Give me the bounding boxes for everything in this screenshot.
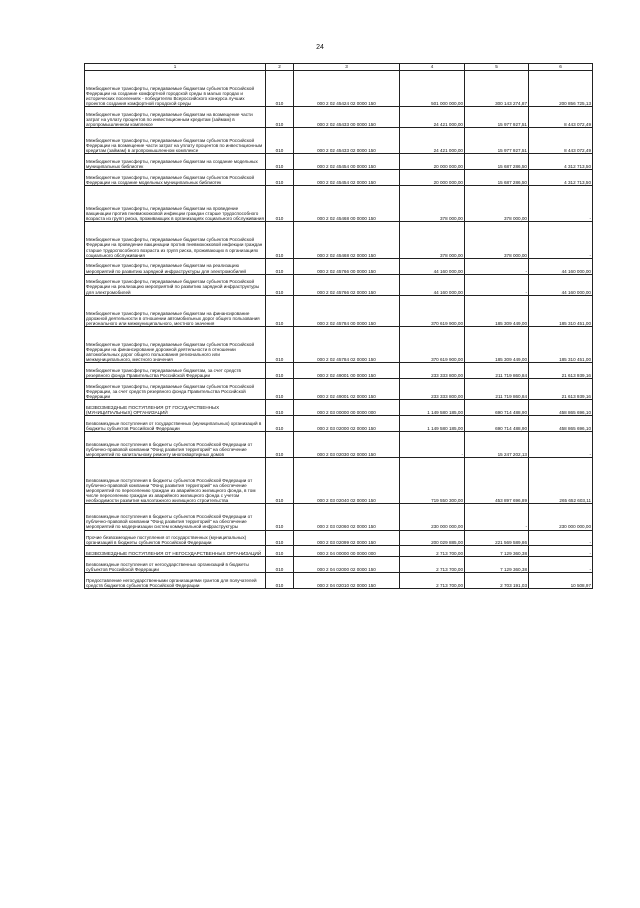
row-fact-cell: 378 000,00 bbox=[465, 186, 529, 222]
row-fact-cell: 378 000,00 bbox=[465, 222, 529, 258]
row-name-cell: Межбюджетные трансферты, передаваемые бюджетам субъектов Российской Федерации на реализацию мероприятий по развитию зарядной инфраструктуры для электромобилей bbox=[85, 274, 266, 295]
row-fact-cell: 211 719 860,84 bbox=[465, 379, 529, 400]
row-plan-cell: 200 029 885,00 bbox=[400, 530, 465, 546]
row-plan-cell: 24 421 000,00 bbox=[400, 128, 465, 154]
row-rest-cell: 21 613 939,16 bbox=[529, 379, 593, 400]
row-kbk-cell: 000 2 03 02040 02 0000 150 bbox=[294, 457, 400, 504]
row-plan-cell: 719 550 300,00 bbox=[400, 457, 465, 504]
row-code-cell: 010 bbox=[266, 431, 294, 457]
row-rest-cell: 230 000 000,00 bbox=[529, 504, 593, 530]
table-row bbox=[85, 326, 593, 362]
row-code-cell: 010 bbox=[266, 415, 294, 431]
table-row bbox=[85, 222, 593, 258]
table-row bbox=[85, 431, 593, 457]
row-rest-cell: - bbox=[529, 186, 593, 222]
table-row bbox=[85, 557, 593, 573]
row-code-cell: 010 bbox=[266, 504, 294, 530]
row-fact-cell: 211 719 860,84 bbox=[465, 363, 529, 379]
row-code-cell: 010 bbox=[266, 379, 294, 400]
row-rest-cell: 265 652 603,11 bbox=[529, 457, 593, 504]
row-code-cell: 010 bbox=[266, 546, 294, 557]
table-row bbox=[85, 258, 593, 274]
row-plan-cell: 233 333 800,00 bbox=[400, 363, 465, 379]
column-header: 1 bbox=[85, 64, 266, 71]
row-rest-cell: 185 310 451,00 bbox=[529, 295, 593, 326]
row-code-cell: 010 bbox=[266, 295, 294, 326]
row-plan-cell: 24 421 000,00 bbox=[400, 107, 465, 128]
row-name-cell: Прочие безвозмездные поступления от государственных (муниципальных) организаций в бюджеты субъектов Российской Федерации bbox=[85, 530, 266, 546]
row-kbk-cell: 000 2 02 45433 00 0000 150 bbox=[294, 107, 400, 128]
row-code-cell: 010 bbox=[266, 107, 294, 128]
row-rest-cell: - bbox=[529, 530, 593, 546]
row-code-cell: 010 bbox=[266, 71, 294, 107]
row-code-cell: 010 bbox=[266, 573, 294, 589]
row-fact-cell: 185 309 449,00 bbox=[465, 295, 529, 326]
row-name-cell: Безвозмездные поступления от негосударственных организаций в бюджеты субъектов Российской Федерации bbox=[85, 557, 266, 573]
row-rest-cell: - bbox=[529, 222, 593, 258]
column-header: 2 bbox=[266, 64, 294, 71]
row-kbk-cell: 000 2 03 00000 00 0000 000 bbox=[294, 400, 400, 416]
table-row bbox=[85, 379, 593, 400]
row-name-cell: Межбюджетные трансферты, передаваемые бюджетам, за счет средств резервного фонда Правительства Российской Федерации bbox=[85, 363, 266, 379]
row-name-cell: Межбюджетные трансферты, передаваемые бюджетам субъектов Российской Федерации на возмещение части затрат на уплату процентов по инвестиционным кредитам (займам) в агропромышленном комплексе bbox=[85, 128, 266, 154]
column-header: 6 bbox=[529, 64, 593, 71]
row-code-cell: 010 bbox=[266, 154, 294, 170]
row-plan-cell: 2 713 700,00 bbox=[400, 546, 465, 557]
row-kbk-cell: 000 2 03 02060 02 0000 150 bbox=[294, 504, 400, 530]
row-kbk-cell: 000 2 02 45468 00 0000 150 bbox=[294, 186, 400, 222]
row-rest-cell: 8 443 072,49 bbox=[529, 128, 593, 154]
row-fact-cell: - bbox=[465, 258, 529, 274]
row-rest-cell: 44 160 000,00 bbox=[529, 274, 593, 295]
column-header: 3 bbox=[294, 64, 400, 71]
row-name-cell: Межбюджетные трансферты, передаваемые бюджетам субъектов Российской Федерации на финансирование дорожной деятельности в отношении автомобильных дорог общего пользования регионального или межмуниципального, местного значения bbox=[85, 326, 266, 362]
row-code-cell: 010 bbox=[266, 557, 294, 573]
row-kbk-cell: 000 2 04 00000 00 0000 000 bbox=[294, 546, 400, 557]
row-fact-cell: 7 129 360,38 bbox=[465, 557, 529, 573]
row-fact-cell: 185 309 449,00 bbox=[465, 326, 529, 362]
row-fact-cell: 7 129 360,38 bbox=[465, 546, 529, 557]
row-kbk-cell: 000 2 03 02099 02 0000 150 bbox=[294, 530, 400, 546]
row-code-cell: 010 bbox=[266, 258, 294, 274]
table-row bbox=[85, 530, 593, 546]
row-rest-cell: 4 312 713,50 bbox=[529, 154, 593, 170]
row-plan-cell: 2 713 700,00 bbox=[400, 573, 465, 589]
row-plan-cell: 370 619 900,00 bbox=[400, 326, 465, 362]
row-plan-cell: 378 000,00 bbox=[400, 222, 465, 258]
table-row bbox=[85, 128, 593, 154]
row-name-cell: Межбюджетные трансферты, передаваемые бюджетам субъектов Российской Федерации на проведение вакцинации против пневмококковой инфекции граждан старше трудоспособного возраста из групп риска, проживающих в организациях социального обслуживания bbox=[85, 222, 266, 258]
row-name-cell: Безвозмездные поступления в бюджеты субъектов Российской Федерации от публично-правовой компании "Фонд развития территорий" на обеспечение мероприятий по модернизации систем коммунальной инфраструктуры bbox=[85, 504, 266, 530]
row-plan-cell: 20 000 000,00 bbox=[400, 154, 465, 170]
row-name-cell: Предоставление негосударственными организациями грантов для получателей средств бюджетов субъектов Российской Федерации bbox=[85, 573, 266, 589]
row-fact-cell: 300 143 274,87 bbox=[465, 71, 529, 107]
row-plan-cell: - bbox=[400, 431, 465, 457]
row-kbk-cell: 000 2 02 45433 02 0000 150 bbox=[294, 128, 400, 154]
row-fact-cell: 221 569 589,86 bbox=[465, 530, 529, 546]
row-kbk-cell: 000 2 04 02010 02 0000 150 bbox=[294, 573, 400, 589]
row-rest-cell: 21 613 939,16 bbox=[529, 363, 593, 379]
row-name-cell: Межбюджетные трансферты, передаваемые бюджетам субъектов Российской Федерации на создание модельных муниципальных библиотек bbox=[85, 170, 266, 186]
table-row bbox=[85, 457, 593, 504]
row-rest-cell: - bbox=[529, 431, 593, 457]
row-fact-cell: 15 687 286,50 bbox=[465, 154, 529, 170]
column-header: 5 bbox=[465, 64, 529, 71]
row-fact-cell: 15 687 286,50 bbox=[465, 170, 529, 186]
row-code-cell: 010 bbox=[266, 530, 294, 546]
row-fact-cell: 690 714 488,90 bbox=[465, 400, 529, 416]
row-rest-cell: 44 160 000,00 bbox=[529, 258, 593, 274]
table-row bbox=[85, 573, 593, 589]
row-rest-cell: 8 443 072,49 bbox=[529, 107, 593, 128]
table-row bbox=[85, 415, 593, 431]
row-name-cell: Межбюджетные трансферты, передаваемые бюджетам на финансирование дорожной деятельности в отношении автомобильных дорог общего пользования регионального или межмуниципального, местного значения bbox=[85, 295, 266, 326]
row-code-cell: 010 bbox=[266, 400, 294, 416]
row-kbk-cell: 000 2 02 45468 02 0000 150 bbox=[294, 222, 400, 258]
row-kbk-cell: 000 2 02 45784 02 0000 150 bbox=[294, 326, 400, 362]
row-rest-cell: 10 508,97 bbox=[529, 573, 593, 589]
row-code-cell: 010 bbox=[266, 363, 294, 379]
row-name-cell: БЕЗВОЗМЕЗДНЫЕ ПОСТУПЛЕНИЯ ОТ ГОСУДАРСТВЕННЫХ (МУНИЦИПАЛЬНЫХ) ОРГАНИЗАЦИЙ bbox=[85, 400, 266, 416]
row-plan-cell: 44 160 000,00 bbox=[400, 258, 465, 274]
row-kbk-cell: 000 2 03 02000 02 0000 150 bbox=[294, 415, 400, 431]
row-rest-cell: 200 856 725,13 bbox=[529, 71, 593, 107]
row-rest-cell: - bbox=[529, 557, 593, 573]
table-row bbox=[85, 107, 593, 128]
row-code-cell: 010 bbox=[266, 186, 294, 222]
table-row bbox=[85, 400, 593, 416]
row-name-cell: Межбюджетные трансферты, передаваемые бюджетам субъектов Российской Федерации на создание комфортной городской среды в малых городах и исторических поселениях - победителях Всероссийского конкурса лучших проектов создания комфортной городской среды bbox=[85, 71, 266, 107]
column-number-row bbox=[85, 64, 593, 71]
row-plan-cell: 378 000,00 bbox=[400, 186, 465, 222]
table-row bbox=[85, 154, 593, 170]
row-rest-cell: - bbox=[529, 546, 593, 557]
row-code-cell: 010 bbox=[266, 128, 294, 154]
row-fact-cell: 453 897 696,89 bbox=[465, 457, 529, 504]
row-kbk-cell: 000 2 02 45454 00 0000 150 bbox=[294, 154, 400, 170]
row-fact-cell: - bbox=[465, 274, 529, 295]
row-name-cell: Безвозмездные поступления в бюджеты субъектов Российской Федерации от публично-правовой компании "Фонд развития территорий" на обеспечение мероприятий по переселению граждан из аварийного жилищного фонда, в том числе переселению граждан из аварийного жилищного фонда с учетом необходимости развития малоэтажного жилищного строительства bbox=[85, 457, 266, 504]
row-plan-cell: 20 000 000,00 bbox=[400, 170, 465, 186]
row-kbk-cell: 000 2 02 45424 02 0000 150 bbox=[294, 71, 400, 107]
row-plan-cell: 44 160 000,00 bbox=[400, 274, 465, 295]
row-code-cell: 010 bbox=[266, 170, 294, 186]
row-code-cell: 010 bbox=[266, 274, 294, 295]
row-kbk-cell: 000 2 02 45454 02 0000 150 bbox=[294, 170, 400, 186]
row-name-cell: Безвозмездные поступления от государственных (муниципальных) организаций в бюджеты субъектов Российской Федерации bbox=[85, 415, 266, 431]
row-kbk-cell: 000 2 04 02000 02 0000 150 bbox=[294, 557, 400, 573]
row-plan-cell: 230 000 000,00 bbox=[400, 504, 465, 530]
row-rest-cell: 458 865 696,10 bbox=[529, 400, 593, 416]
table-row bbox=[85, 363, 593, 379]
row-name-cell: Межбюджетные трансферты, передаваемые бюджетам на создание модельных муниципальных библиотек bbox=[85, 154, 266, 170]
row-rest-cell: 458 865 696,10 bbox=[529, 415, 593, 431]
row-rest-cell: 4 312 713,50 bbox=[529, 170, 593, 186]
row-kbk-cell: 000 2 02 49001 00 0000 150 bbox=[294, 363, 400, 379]
row-kbk-cell: 000 2 02 45766 00 0000 150 bbox=[294, 258, 400, 274]
row-plan-cell: 2 713 700,00 bbox=[400, 557, 465, 573]
row-name-cell: БЕЗВОЗМЕЗДНЫЕ ПОСТУПЛЕНИЯ ОТ НЕГОСУДАРСТВЕННЫХ ОРГАНИЗАЦИЙ bbox=[85, 546, 266, 557]
row-code-cell: 010 bbox=[266, 326, 294, 362]
row-plan-cell: 501 000 000,00 bbox=[400, 71, 465, 107]
row-fact-cell: 15 977 927,51 bbox=[465, 128, 529, 154]
row-fact-cell: 690 714 488,90 bbox=[465, 415, 529, 431]
table-row bbox=[85, 71, 593, 107]
table-row bbox=[85, 504, 593, 530]
table-row bbox=[85, 170, 593, 186]
row-name-cell: Межбюджетные трансферты, передаваемые бюджетам субъектов Российской Федерации, за счет средств резервного фонда Правительства Российской Федерации bbox=[85, 379, 266, 400]
row-plan-cell: 233 333 800,00 bbox=[400, 379, 465, 400]
row-name-cell: Безвозмездные поступления в бюджеты субъектов Российской Федерации от публично-правовой компании "Фонд развития территорий" на обеспечение мероприятий по капитальному ремонту многоквартирных домов bbox=[85, 431, 266, 457]
table-row bbox=[85, 546, 593, 557]
row-code-cell: 010 bbox=[266, 457, 294, 504]
page-number: 24 bbox=[316, 44, 324, 51]
row-fact-cell: 2 703 191,03 bbox=[465, 573, 529, 589]
row-kbk-cell: 000 2 02 45784 00 0000 150 bbox=[294, 295, 400, 326]
row-plan-cell: 1 149 580 185,00 bbox=[400, 415, 465, 431]
row-rest-cell: 185 310 451,00 bbox=[529, 326, 593, 362]
row-kbk-cell: 000 2 02 45766 02 0000 150 bbox=[294, 274, 400, 295]
row-fact-cell: - bbox=[465, 504, 529, 530]
row-name-cell: Межбюджетные трансферты, передаваемые бюджетам на возмещение части затрат на уплату процентов по инвестиционным кредитам (займам) в агропромышленном комплексе bbox=[85, 107, 266, 128]
row-plan-cell: 1 149 580 185,00 bbox=[400, 400, 465, 416]
row-name-cell: Межбюджетные трансферты, передаваемые бюджетам на реализацию мероприятий по развитию зарядной инфраструктуры для электромобилей bbox=[85, 258, 266, 274]
table-row bbox=[85, 295, 593, 326]
budget-execution-table bbox=[84, 63, 593, 589]
row-fact-cell: 15 977 927,51 bbox=[465, 107, 529, 128]
row-name-cell: Межбюджетные трансферты, передаваемые бюджетам на проведение вакцинации против пневмококковой инфекции граждан старше трудоспособного возраста из групп риска, проживающих в организациях социального обслуживания bbox=[85, 186, 266, 222]
row-kbk-cell: 000 2 03 02030 02 0000 150 bbox=[294, 431, 400, 457]
row-plan-cell: 370 619 900,00 bbox=[400, 295, 465, 326]
table-row bbox=[85, 186, 593, 222]
row-fact-cell: 15 247 202,13 bbox=[465, 431, 529, 457]
row-code-cell: 010 bbox=[266, 222, 294, 258]
row-kbk-cell: 000 2 02 49001 02 0000 150 bbox=[294, 379, 400, 400]
table-row bbox=[85, 274, 593, 295]
column-header: 4 bbox=[400, 64, 465, 71]
